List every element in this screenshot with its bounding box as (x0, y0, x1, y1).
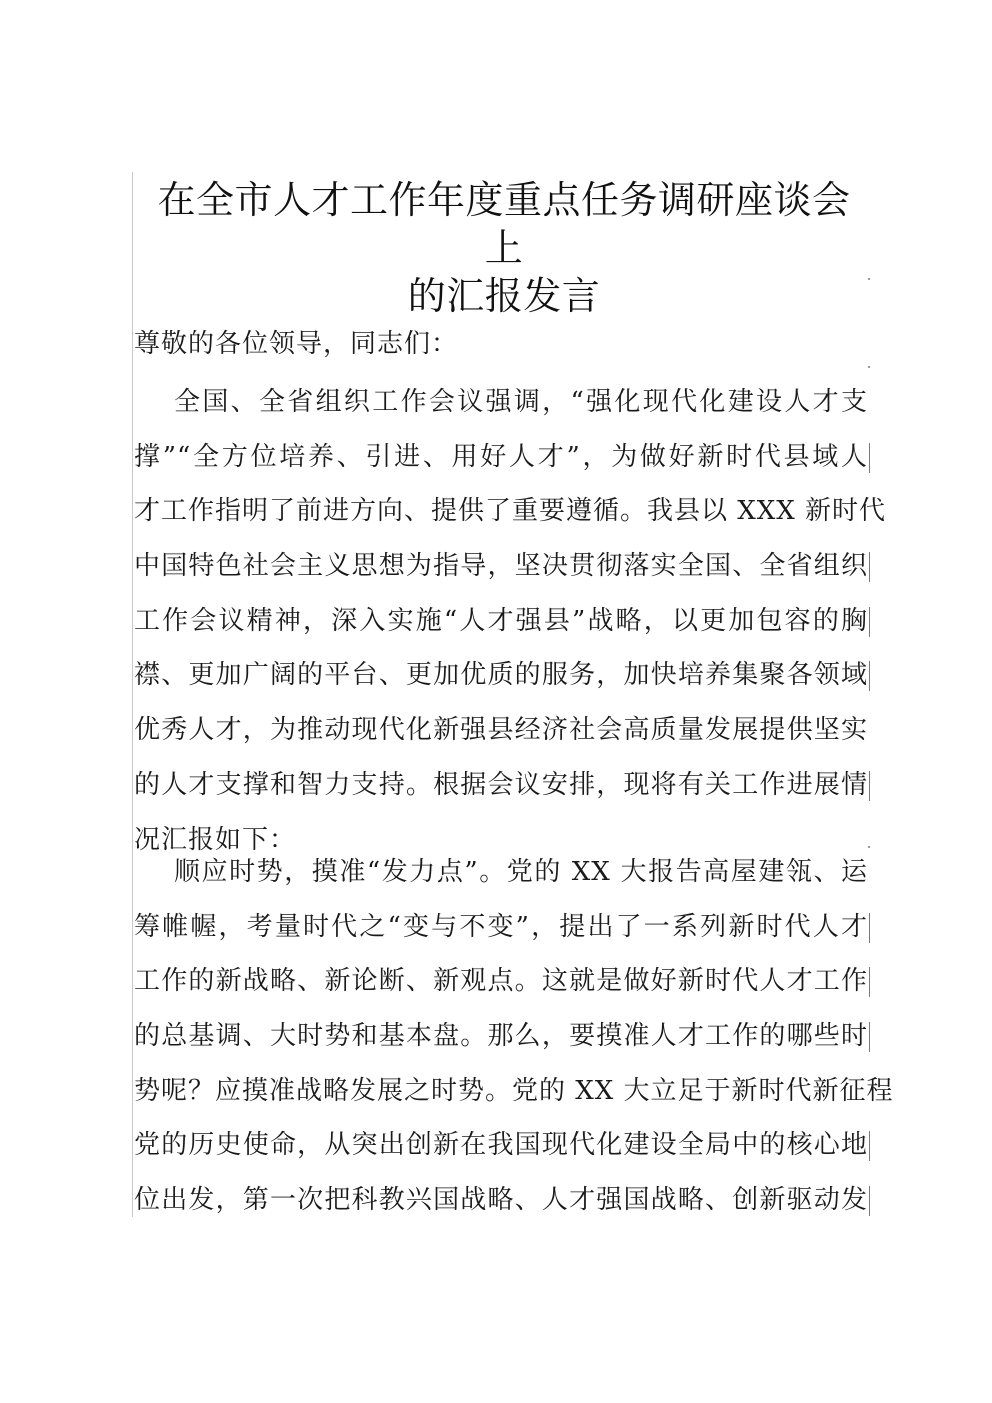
paragraph-2-line: 势呢？应摸准战略发展之时势。党的 XX 大立足于新时代新征程 (134, 1075, 894, 1106)
line-end-mark (869, 1131, 870, 1161)
title-line-1: 在全市人才工作年度重点任务调研座谈会上 (157, 178, 851, 270)
title-line-2: 的汇报发言 (407, 274, 601, 318)
paragraph-1-line: 襟、更加广阔的平台、更加优质的服务，加快培养集聚各领域 (134, 660, 868, 691)
paragraph-1-line: 才工作指明了前进方向、提供了重要遵循。我县以 XXX 新时代 (134, 496, 887, 527)
line-end-mark (869, 552, 870, 582)
line-end-mark (869, 771, 870, 801)
paragraph-1 (134, 382, 887, 874)
paragraph-1-line: 的人才支撑和智力支持。根据会议安排，现将有关工作进展情 (134, 769, 868, 800)
paragraph-1-line: 工作会议精神，深入实施“人才强县”战略，以更加包容的胸 (134, 605, 868, 636)
line-end-mark (869, 967, 870, 997)
line-end-mark (869, 443, 870, 473)
paragraph-1-line: 况汇报如下： (134, 824, 297, 855)
line-end-mark (869, 607, 870, 637)
paragraph-1-line: 优秀人才，为推动现代化新强县经济社会高质量发展提供坚实 (134, 715, 868, 746)
document-title (140, 176, 868, 320)
margin-dot (868, 366, 870, 368)
text-area-left-rule (132, 172, 133, 1217)
line-end-mark (869, 1022, 870, 1052)
paragraph-2-line: 工作的新战略、新论断、新观点。这就是做好新时代人才工作 (134, 966, 868, 997)
paragraph-2-line: 党的历史使命，从突出创新在我国现代化建设全局中的核心地 (134, 1130, 868, 1161)
paragraph-1-line: 撑”“全方位培养、引进、用好人才”，为做好新时代县域人 (134, 441, 868, 472)
margin-dot (868, 278, 870, 280)
paragraph-1-line: 中国特色社会主义思想为指导，坚决贯彻落实全国、全省组织 (134, 551, 868, 582)
paragraph-2-line: 筹帷幄，考量时代之“变与不变”，提出了一系列新时代人才 (134, 911, 868, 942)
line-end-mark (869, 1186, 870, 1216)
line-end-mark (869, 913, 870, 943)
line-end-mark (869, 661, 870, 691)
margin-dot (868, 846, 870, 848)
paragraph-2-line: 位出发，第一次把科教兴国战略、人才强国战略、创新驱动发 (134, 1185, 868, 1216)
paragraph-2-line: 的总基调、大时势和基本盘。那么，要摸准人才工作的哪些时 (134, 1021, 868, 1052)
paragraph-2-line: 顺应时势，摸准“发力点”。党的 XX 大报告高屋建瓴、运 (174, 857, 868, 887)
paragraph-1-line: 全国、全省组织工作会议强调，“强化现代化建设人才支 (174, 387, 868, 417)
paragraph-2 (134, 852, 894, 1235)
salutation: 尊敬的各位领导，同志们： (134, 329, 459, 359)
